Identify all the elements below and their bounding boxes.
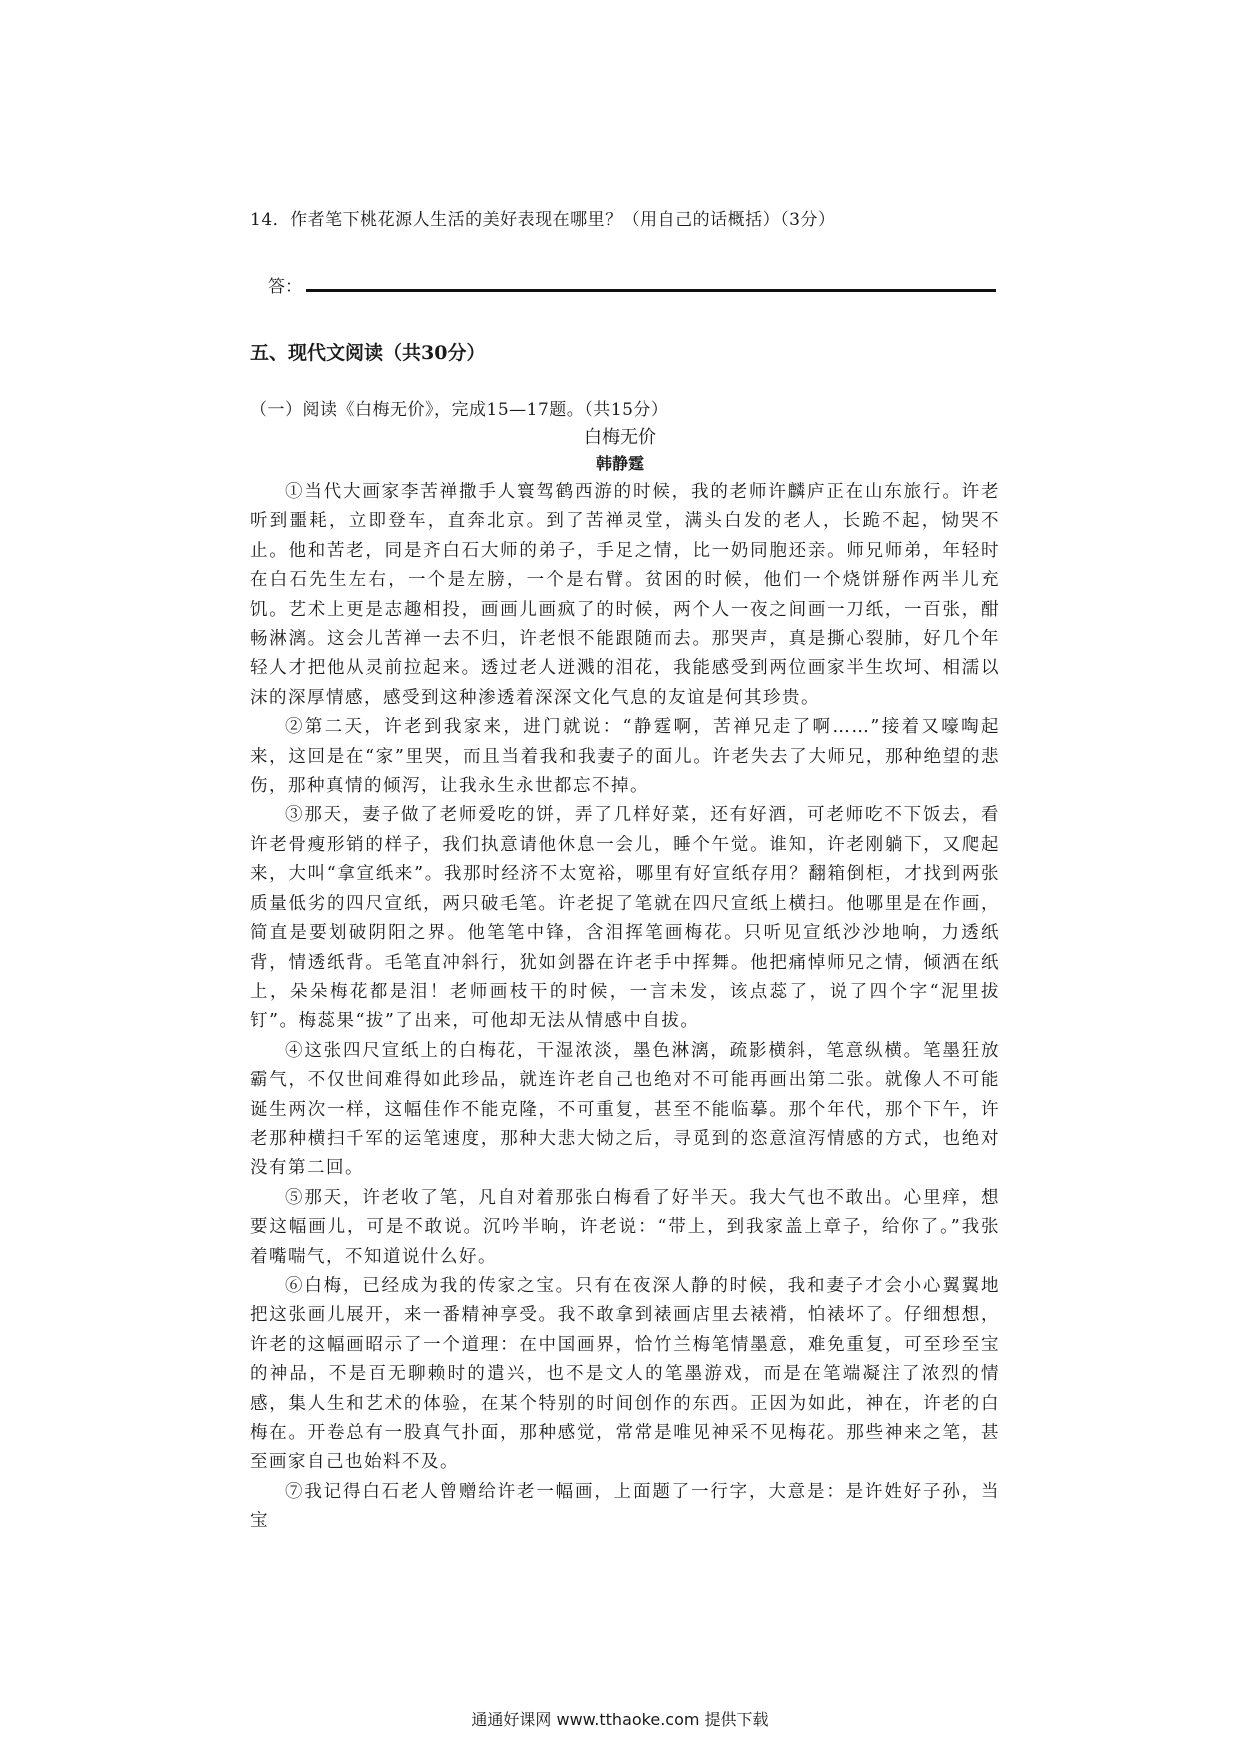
question-14: 14．作者笔下桃花源人生活的美好表现在哪里？（用自己的话概括）（3分） [250, 210, 836, 230]
paragraph-7: ⑦我记得白石老人曾赠给许老一幅画，上面题了一行字，大意是：是许姓好子孙，当宝 [250, 1481, 1000, 1532]
paragraph-2: ②第二天，许老到我家来，进门就说：“静霆啊，苦禅兄走了啊……”接着又嚎啕起来，这回是在“家”里哭，而且当着我和我妻子的面儿。许老失去了大师兄，那种绝望的悲伤，那种真情的倾泻，让我永生永世都忘不掉。 [250, 717, 1000, 797]
answer-label: 答： [268, 277, 302, 297]
paragraph-4: ④这张四尺宣纸上的白梅花，干湿浓淡，墨色淋漓，疏影横斜，笔意纵横。笔墨狂放霸气，不仅世间难得如此珍品，就连许老自己也绝对不可能再画出第二张。就像人不可能诞生两次一样，这幅佳作不能克隆，不可重复，甚至不能临摹。那个年代，那个下午，许老那种横扫千军的运笔速度，那种大悲大恸之后，寻觅到的恣意渲泻情感的方式，也绝对没有第二回。 [250, 1040, 1000, 1179]
answer-line [306, 289, 996, 292]
paragraph-6: ⑥白梅，已经成为我的传家之宝。只有在夜深人静的时候，我和妻子才会小心翼翼地把这张画儿展开，来一番精神享受。我不敢拿到裱画店里去裱褙，怕裱坏了。仔细想想，许老的这幅画昭示了一个道理：在中国画界，恰竹兰梅笔情墨意，难免重复，可至珍至宝的神品，不是百无聊赖时的遣兴，也不是文人的笔墨游戏，而是在笔端凝注了浓烈的情感，集人生和艺术的体验，在某个特别的时间创作的东西。正因为如此，神在，许老的白梅在。开卷总有一股真气扑面，那种感觉，常常是唯见神采不见梅花。那些神来之笔，甚至画家自己也始料不及。 [250, 1275, 1000, 1473]
reading-instruction: （一）阅读《白梅无价》，完成15—17题。（共15分） [250, 400, 669, 420]
article-title: 白梅无价 [584, 427, 656, 448]
article-author: 韩静霆 [595, 454, 644, 473]
paragraph-5: ⑤那天，许老收了笔，凡自对着那张白梅看了好半天。我大气也不敢出。心里痒，想要这幅画儿，可是不敢说。沉吟半晌，许老说：“带上，到我家盖上章子，给你了。”我张着嘴喘气，不知道说什么好。 [250, 1187, 1000, 1267]
article-body [250, 478, 1000, 1537]
paragraph-1: ①当代大画家李苦禅撒手人寰驾鹤西游的时候，我的老师许麟庐正在山东旅行。许老听到噩耗，立即登车，直奔北京。到了苦禅灵堂，满头白发的老人，长跪不起，恸哭不止。他和苦老，同是齐白石大师的弟子，手足之情，比一奶同胞还亲。师兄师弟，年轻时在白石先生左右，一个是左膀，一个是右臂。贫困的时候，他们一个烧饼掰作两半儿充饥。艺术上更是志趣相投，画画儿画疯了的时候，两个人一夜之间画一刀纸，一百张，酣畅淋漓。这会儿苦禅一去不归，许老恨不能跟随而去。那哭声，真是撕心裂肺，好几个年轻人才把他从灵前拉起来。透过老人迸溅的泪花，我能感受到两位画家半生坎坷、相濡以沫的深厚情感，感受到这种渗透着深深文化气息的友谊是何其珍贵。 [250, 482, 1000, 708]
section-title: 五、现代文阅读（共30分） [250, 342, 486, 364]
footer-credit: 通通好课网 www.tthaoke.com 提供下载 [471, 1710, 769, 1729]
paragraph-3: ③那天，妻子做了老师爱吃的饼，弄了几样好菜，还有好酒，可老师吃不下饭去，看许老骨瘦形销的样子，我们执意请他休息一会儿，睡个午觉。谁知，许老刚躺下，又爬起来，大叫“拿宣纸来”。我那时经济不太宽裕，哪里有好宣纸存用？翻箱倒柜，才找到两张质量低劣的四尺宣纸，两只破毛笔。许老捉了笔就在四尺宣纸上横扫。他哪里是在作画，简直是要划破阴阳之界。他笔笔中锋，含泪挥笔画梅花。只听见宣纸沙沙地响，力透纸背，情透纸背。毛笔直冲斜行，犹如剑器在许老手中挥舞。他把痛悼师兄之情，倾洒在纸上，朵朵梅花都是泪！老师画枝干的时候，一言未发，该点蕊了，说了四个字“泥里拔钉”。梅蕊果“拔”了出来，可他却无法从情感中自拔。 [250, 805, 1000, 1032]
